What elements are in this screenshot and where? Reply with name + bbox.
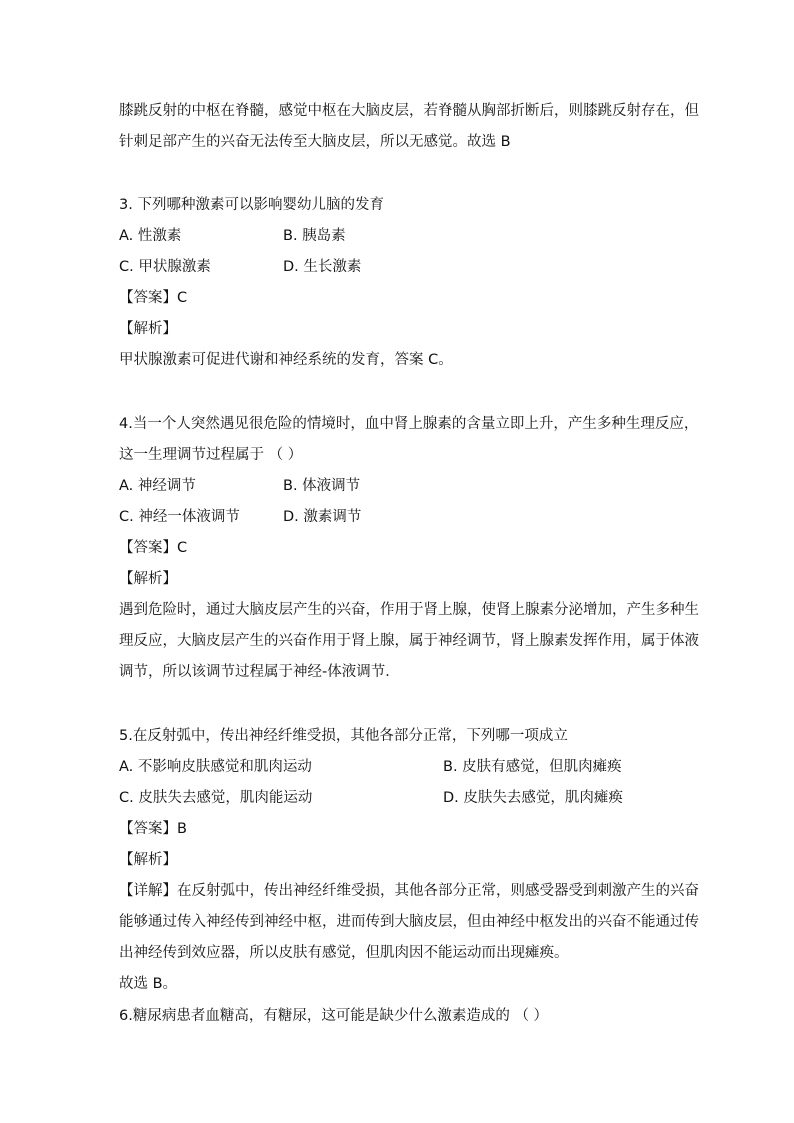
question-3-option-c: C. 甲状腺激素 bbox=[119, 259, 211, 275]
question-3-option-d: D. 生长激素 bbox=[283, 259, 362, 275]
intro-line-1: 膝跳反射的中枢在脊髓，感觉中枢在大脑皮层，若脊髓从胸部折断后，则膝跳反射存在，但 bbox=[119, 103, 699, 119]
question-5-option-a: A. 不影响皮肤感觉和肌肉运动 bbox=[119, 759, 312, 775]
question-3-answer: 【答案】C bbox=[119, 290, 188, 306]
question-4-analysis-line-3: 调节，所以该调节过程属于神经-体液调节． bbox=[119, 664, 400, 680]
question-4-analysis-line-1: 遇到危险时，通过大脑皮层产生的兴奋，作用于肾上腺，使肾上腺素分泌增加，产生多种生 bbox=[119, 602, 699, 618]
question-5-option-d: D. 皮肤失去感觉，肌肉瘫痪 bbox=[443, 790, 623, 806]
question-5-detail-line-2: 能够通过传入神经传到神经中枢，进而传到大脑皮层，但由神经中枢发出的兴奋不能通过传 bbox=[119, 914, 699, 930]
question-4-option-b: B. 体液调节 bbox=[283, 478, 361, 494]
question-6-stem: 6.糖尿病患者血糖高，有糖尿，这可能是缺少什么激素造成的 （ ） bbox=[119, 1008, 549, 1024]
question-5-answer: 【答案】B bbox=[119, 821, 187, 837]
question-4-analysis-line-2: 理反应，大脑皮层产生的兴奋作用于肾上腺，属于神经调节，肾上腺素发挥作用，属于体液 bbox=[119, 633, 699, 649]
question-3-analysis: 甲状腺激素可促进代谢和神经系统的发育，答案 C。 bbox=[119, 352, 453, 368]
question-4-analysis-title: 【解析】 bbox=[119, 571, 177, 587]
intro-line-2: 针刺足部产生的兴奋无法传至大脑皮层，所以无感觉。故选 B bbox=[119, 134, 511, 150]
question-5-conclusion: 故选 B。 bbox=[119, 976, 178, 992]
question-5-detail-line-1: 【详解】在反射弧中，传出神经纤维受损，其他各部分正常，则感受器受到刺激产生的兴奋 bbox=[119, 883, 699, 899]
question-4-option-c: C. 神经一体液调节 bbox=[119, 509, 240, 525]
question-5-stem: 5.在反射弧中，传出神经纤维受损，其他各部分正常，下列哪一项成立 bbox=[119, 728, 568, 744]
question-5-option-c: C. 皮肤失去感觉，肌肉能运动 bbox=[119, 790, 313, 806]
question-3-analysis-title: 【解析】 bbox=[119, 321, 177, 337]
question-3-option-b: B. 胰岛素 bbox=[283, 228, 346, 244]
question-3-stem: 3. 下列哪种激素可以影响婴幼儿脑的发育 bbox=[119, 197, 384, 213]
question-4-answer: 【答案】C bbox=[119, 540, 188, 556]
question-4-option-d: D. 激素调节 bbox=[283, 509, 362, 525]
question-5-analysis-title: 【解析】 bbox=[119, 852, 177, 868]
question-4-option-a: A. 神经调节 bbox=[119, 478, 196, 494]
question-3-option-a: A. 性激素 bbox=[119, 228, 182, 244]
question-4-stem-line-2: 这一生理调节过程属于 （ ） bbox=[119, 447, 303, 463]
question-5-option-b: B. 皮肤有感觉，但肌肉瘫痪 bbox=[443, 759, 622, 775]
question-5-detail-line-3: 出神经传到效应器，所以皮肤有感觉，但肌肉因不能运动而出现瘫痪。 bbox=[119, 945, 569, 961]
question-4-stem-line-1: 4.当一个人突然遇见很危险的情境时，血中肾上腺素的含量立即上升，产生多种生理反应， bbox=[119, 416, 699, 432]
